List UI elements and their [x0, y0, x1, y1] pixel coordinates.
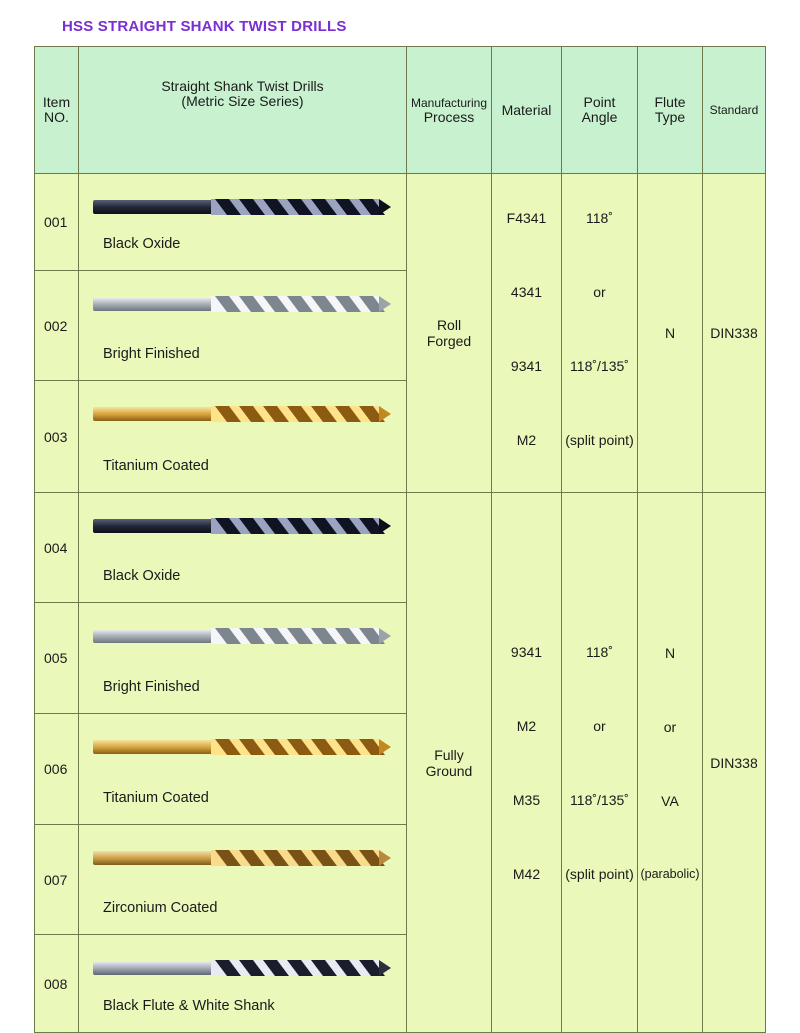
material-value: M2 — [516, 717, 537, 734]
header-point-angle: Point Angle — [562, 47, 638, 174]
drill-label: Bright Finished — [103, 679, 200, 695]
drill-tip — [379, 406, 391, 422]
drill-cell — [79, 271, 407, 381]
drill-label: Black Oxide — [103, 568, 181, 584]
drill-spec-table — [34, 46, 766, 1033]
drill-label: Black Oxide — [103, 236, 181, 252]
drill-shank — [93, 519, 213, 533]
item-number: 001 — [35, 174, 79, 271]
drill-image-black-oxide — [93, 196, 393, 218]
drill-cell — [79, 714, 407, 825]
material-value: F4341 — [506, 210, 547, 226]
item-number: 004 — [35, 493, 79, 603]
material-value: 9341 — [510, 643, 543, 660]
item-number: 003 — [35, 381, 79, 493]
drill-shank — [93, 297, 213, 311]
flute-type-value: (parabolic) — [640, 866, 700, 881]
drill-image-black-oxide — [93, 515, 393, 537]
item-number: 002 — [35, 271, 79, 381]
flute-type-value: VA — [661, 792, 679, 809]
item-number: 006 — [35, 714, 79, 825]
table-row — [35, 493, 766, 603]
item-number: 007 — [35, 825, 79, 935]
drill-shank — [93, 629, 213, 643]
header-flute-type: Flute Type — [638, 47, 703, 174]
drill-cell — [79, 935, 407, 1033]
drill-shank — [93, 200, 213, 214]
point-angle-value: 118˚ — [586, 643, 613, 660]
drill-shank — [93, 851, 213, 865]
drill-label: Bright Finished — [103, 346, 200, 362]
drill-label: Zirconium Coated — [103, 900, 218, 916]
flute-type-value: or — [663, 718, 677, 735]
point-angle-value: or — [593, 284, 606, 300]
drill-shank — [93, 961, 213, 975]
drill-tip — [379, 739, 391, 755]
item-number: 008 — [35, 935, 79, 1033]
point-angle-value: (split point) — [565, 432, 634, 448]
process-roll-forged: Roll Forged — [407, 174, 492, 493]
table-row — [35, 174, 766, 271]
header-drills: Straight Shank Twist Drills (Metric Size Series) — [79, 47, 407, 174]
drill-image-titanium-coated — [93, 736, 393, 758]
drill-image-bright-finished — [93, 293, 393, 315]
drill-tip — [379, 518, 391, 534]
page-title: HSS STRAIGHT SHANK TWIST DRILLS — [62, 18, 347, 35]
drill-shank — [93, 407, 213, 421]
flute-type-group-2 — [638, 493, 703, 1033]
header-process: Manufacturing Process — [407, 47, 492, 174]
material-value: 9341 — [510, 358, 543, 374]
point-angle-value: (split point) — [565, 865, 634, 882]
drill-tip — [379, 199, 391, 215]
standard-group-2: DIN338 — [703, 493, 766, 1033]
drill-image-zirconium-coated — [93, 847, 393, 869]
drill-cell — [79, 493, 407, 603]
drill-cell — [79, 603, 407, 714]
material-value: M35 — [512, 791, 541, 808]
drill-image-titanium-coated — [93, 403, 393, 425]
header-item-no: Item NO. — [35, 47, 79, 174]
point-angle-value: 118˚ — [586, 210, 613, 226]
process-fully-ground: Fully Ground — [407, 493, 492, 1033]
materials-group-1 — [492, 174, 562, 493]
item-number: 005 — [35, 603, 79, 714]
drill-tip — [379, 296, 391, 312]
point-angle-group-1 — [562, 174, 638, 493]
header-standard: Standard — [703, 47, 766, 174]
drill-label: Black Flute & White Shank — [103, 998, 275, 1014]
drill-cell — [79, 825, 407, 935]
header-row — [35, 47, 766, 174]
flute-type-group-1: N — [638, 174, 703, 493]
material-value: 4341 — [510, 284, 543, 300]
material-value: M42 — [512, 865, 541, 882]
drill-tip — [379, 850, 391, 866]
point-angle-value: or — [593, 717, 606, 734]
drill-tip — [379, 960, 391, 976]
point-angle-group-2 — [562, 493, 638, 1033]
point-angle-value: 118˚/135˚ — [570, 791, 629, 808]
drill-image-black-flute-white-shank — [93, 957, 393, 979]
drill-label: Titanium Coated — [103, 458, 209, 474]
standard-group-1: DIN338 — [703, 174, 766, 493]
materials-group-2 — [492, 493, 562, 1033]
header-material: Material — [492, 47, 562, 174]
point-angle-value: 118˚/135˚ — [570, 358, 629, 374]
drill-label: Titanium Coated — [103, 790, 209, 806]
drill-image-bright-finished — [93, 625, 393, 647]
flute-type-value: N — [664, 644, 676, 661]
material-value: M2 — [516, 432, 537, 448]
drill-tip — [379, 628, 391, 644]
drill-cell — [79, 174, 407, 271]
drill-cell — [79, 381, 407, 493]
drill-shank — [93, 740, 213, 754]
